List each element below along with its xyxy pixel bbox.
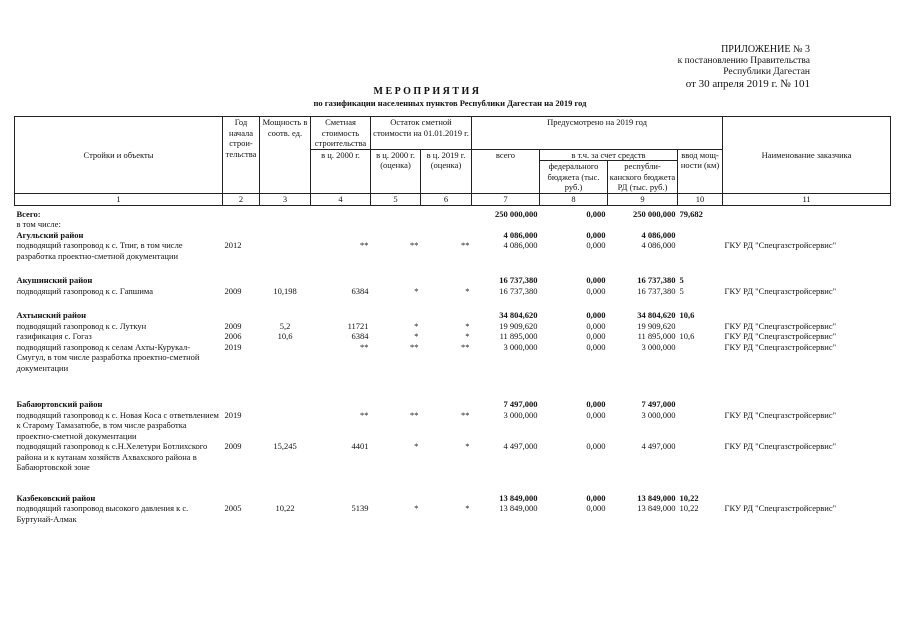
header-republic: республи-канского бюджета РД (тыс. руб.) <box>608 161 678 194</box>
appendix-line: к постановлению Правительства <box>677 55 810 66</box>
district-row <box>15 209 891 220</box>
title-main: МЕРОПРИЯТИЯ <box>373 86 482 97</box>
object-name: Агульский район <box>16 229 84 240</box>
customer-name: ГКУ РД "Спецгазстройсервис" <box>724 240 837 250</box>
customer-name <box>723 209 891 220</box>
estimated-cost <box>311 493 371 504</box>
customer-name <box>723 275 891 286</box>
column-number: 4 <box>311 193 371 205</box>
header-objects: Стройки и объекты <box>15 117 223 194</box>
customer-name: ГКУ РД "Спецгазстройсервис" <box>724 341 837 352</box>
header-planned: Предусмотрено на 2019 год <box>472 117 723 150</box>
column-number: 10 <box>678 193 723 205</box>
district-row <box>15 399 891 410</box>
start-year <box>223 275 260 286</box>
estimated-cost: 11721 <box>347 320 369 331</box>
federal-budget: 0,000 <box>586 399 606 409</box>
column-number: 8 <box>540 193 608 205</box>
header-rem-2019: в ц. 2019 г. (оценка) <box>421 149 472 193</box>
commissioning-km <box>678 410 723 442</box>
capacity <box>260 410 311 442</box>
capacity <box>260 240 311 261</box>
remainder-2019: ** <box>461 409 470 420</box>
republic-budget: 250 000,000 <box>633 208 676 219</box>
republic-budget: 7 497,000 <box>641 399 676 409</box>
customer-name: ГКУ РД "Спецгазстройсервис" <box>724 320 837 331</box>
federal-budget: 0,000 <box>586 409 606 420</box>
remainder-2000: * <box>414 331 419 341</box>
commissioning-km <box>678 219 723 230</box>
federal-budget: 0,000 <box>586 275 606 285</box>
spacer-cell <box>15 473 891 493</box>
capacity: 10,22 <box>275 503 295 513</box>
estimated-cost: 6384 <box>351 285 369 296</box>
commissioning-km: 10,22 <box>679 492 699 503</box>
table-row <box>15 441 891 473</box>
capacity: 15,245 <box>273 441 297 451</box>
estimated-cost: ** <box>360 409 369 420</box>
estimated-cost <box>311 219 371 230</box>
estimated-cost: ** <box>360 341 369 352</box>
remainder-2000 <box>371 310 421 321</box>
table-row <box>15 410 891 442</box>
federal-budget: 0,000 <box>586 285 606 296</box>
column-number: 1 <box>15 193 223 205</box>
object-name: подводящий газопровод к селам Ахты-Курукал- Смугул, в том числе разработка проектно-сметной документации <box>16 341 200 373</box>
object-name: Всего: <box>16 208 41 219</box>
republic-budget: 13 849,000 <box>637 492 676 503</box>
object-name: газификация с. Гогаз <box>16 331 92 341</box>
spacer-row <box>15 473 891 493</box>
start-year <box>223 399 260 410</box>
customer-name <box>723 219 891 230</box>
planned-total: 16 737,380 <box>499 275 538 285</box>
remainder-2019 <box>421 275 472 286</box>
republic-budget: 16 737,380 <box>637 275 676 285</box>
start-year <box>223 493 260 504</box>
estimated-cost: 6384 <box>351 331 369 341</box>
remainder-2000: * <box>414 320 419 331</box>
start-year <box>223 209 260 220</box>
object-name: Казбековский район <box>16 492 96 503</box>
column-number: 3 <box>260 193 311 205</box>
remainder-2000 <box>371 275 421 286</box>
customer-name <box>723 310 891 321</box>
republic-budget: 3 000,000 <box>641 341 676 352</box>
federal-budget: 0,000 <box>586 503 606 513</box>
appendix-title: ПРИЛОЖЕНИЕ № 3 <box>721 44 810 55</box>
start-year: 2009 <box>224 285 242 296</box>
district-row <box>15 230 891 241</box>
planned-total: 3 000,000 <box>503 409 538 420</box>
customer-name: ГКУ РД "Спецгазстройсервис" <box>724 409 837 420</box>
commissioning-km: 10,22 <box>679 503 699 513</box>
object-name: Ахтынский район <box>16 310 86 320</box>
republic-budget: 34 804,620 <box>637 310 676 320</box>
remainder-2019: ** <box>461 341 470 352</box>
remainder-2000: * <box>414 503 419 513</box>
remainder-2000: * <box>414 441 419 451</box>
federal-budget: 0,000 <box>586 441 606 451</box>
remainder-2019: * <box>465 320 470 331</box>
remainder-2000: ** <box>410 409 419 420</box>
planned-total: 7 497,000 <box>503 399 538 409</box>
federal-budget: 0,000 <box>586 310 606 320</box>
table-row <box>15 331 891 342</box>
commissioning-km <box>678 399 723 410</box>
table-row <box>15 321 891 332</box>
header-year-start: Год начала строи-тельства <box>223 117 260 194</box>
remainder-2019 <box>421 493 472 504</box>
object-name: Акушинский район <box>16 275 93 285</box>
planned-total: 250 000,000 <box>495 208 538 219</box>
estimated-cost: 5139 <box>351 503 369 513</box>
document-title <box>0 86 905 108</box>
appendix-block <box>678 44 810 90</box>
remainder-2000 <box>371 219 421 230</box>
start-year <box>223 219 260 230</box>
planned-total: 4 086,000 <box>503 229 538 240</box>
remainder-2019: * <box>465 441 470 451</box>
customer-name: ГКУ РД "Спецгазстройсервис" <box>724 441 837 451</box>
commissioning-km <box>678 441 723 473</box>
object-name: подводящий газопровод к с. Новая Коса с ответвлением к Старому Тамазатюбе, в том числе разработка проектно-сметной документации <box>16 409 219 441</box>
table-row <box>15 240 891 261</box>
republic-budget: 4 497,000 <box>641 441 676 451</box>
appendix-line: Республики Дагестан <box>723 67 810 77</box>
planned-total <box>472 219 540 230</box>
estimated-cost <box>311 310 371 321</box>
start-year: 2006 <box>224 331 242 341</box>
customer-name: ГКУ РД "Спецгазстройсервис" <box>724 285 837 296</box>
remainder-2000 <box>371 493 421 504</box>
remainder-2019 <box>421 209 472 220</box>
column-number: 11 <box>723 193 891 205</box>
capacity: 10,6 <box>277 331 293 341</box>
header-federal: федерального бюджета (тыс. руб.) <box>540 161 608 194</box>
spacer-row <box>15 261 891 275</box>
header-est-cost-sub: в ц. 2000 г. <box>311 149 371 193</box>
column-number: 6 <box>421 193 472 205</box>
remainder-2000 <box>371 399 421 410</box>
republic-budget: 19 909,620 <box>637 320 676 331</box>
planned-total: 4 497,000 <box>503 441 538 451</box>
spacer-cell <box>15 296 891 310</box>
table-row <box>15 219 891 230</box>
federal-budget: 0,000 <box>586 341 606 352</box>
header-remainder: Остаток сметной стоимости на 01.01.2019 г. <box>371 117 472 150</box>
commissioning-km <box>678 240 723 261</box>
title-sub: по газификации населенных пунктов Республики Дагестан на 2019 год <box>313 98 587 108</box>
spacer-row <box>15 296 891 310</box>
remainder-2000: ** <box>410 341 419 352</box>
planned-total: 4 086,000 <box>503 240 538 250</box>
remainder-2019 <box>421 399 472 410</box>
planned-total: 34 804,620 <box>499 310 538 320</box>
commissioning-km <box>678 230 723 241</box>
commissioning-km: 79,682 <box>679 208 703 219</box>
federal-budget: 0,000 <box>586 320 606 331</box>
start-year <box>223 230 260 241</box>
planned-total: 13 849,000 <box>499 503 538 513</box>
remainder-2019: * <box>465 331 470 341</box>
start-year: 2009 <box>224 441 242 451</box>
header-capacity: Мощность в соотв. ед. <box>260 117 311 194</box>
measures-table <box>14 116 891 524</box>
capacity <box>260 493 311 504</box>
remainder-2019 <box>421 230 472 241</box>
spacer-cell <box>15 373 891 399</box>
district-row <box>15 310 891 321</box>
table-row <box>15 286 891 297</box>
capacity <box>260 399 311 410</box>
header-rem-2000: в ц. 2000 г. (оценка) <box>371 149 421 193</box>
appendix-date: от 30 апреля 2019 г. № 101 <box>685 77 810 90</box>
planned-total: 3 000,000 <box>503 341 538 352</box>
spacer-row <box>15 373 891 399</box>
remainder-2019: * <box>465 503 470 513</box>
column-number: 7 <box>472 193 540 205</box>
estimated-cost <box>311 230 371 241</box>
customer-name: ГКУ РД "Спецгазстройсервис" <box>724 503 837 513</box>
commissioning-km: 5 <box>679 275 684 285</box>
republic-budget <box>608 219 678 230</box>
commissioning-km: 10,6 <box>679 331 695 341</box>
header-commissioning: ввод мощ-ности (км) <box>678 149 723 193</box>
customer-name <box>723 399 891 410</box>
customer-name: ГКУ РД "Спецгазстройсервис" <box>724 331 837 341</box>
table-row <box>15 503 891 524</box>
table-row <box>15 342 891 374</box>
object-name: подводящий газопровод к с. Луткун <box>16 320 147 331</box>
remainder-2000: * <box>414 285 419 296</box>
republic-budget: 4 086,000 <box>641 229 676 240</box>
customer-name <box>723 230 891 241</box>
commissioning-km: 10,6 <box>679 310 695 320</box>
planned-total: 19 909,620 <box>499 320 538 331</box>
capacity <box>260 219 311 230</box>
header-total: всего <box>472 149 540 193</box>
estimated-cost <box>311 209 371 220</box>
header-incl: в т.ч. за счет средств <box>540 149 678 161</box>
republic-budget: 4 086,000 <box>641 240 676 250</box>
start-year <box>223 310 260 321</box>
capacity <box>260 230 311 241</box>
remainder-2000 <box>371 209 421 220</box>
object-name: подводящий газопровод высокого давления к с. Буртунай-Алмак <box>16 503 189 524</box>
table-body <box>15 205 891 524</box>
capacity <box>260 310 311 321</box>
object-name: в том числе: <box>16 219 61 229</box>
remainder-2000 <box>371 230 421 241</box>
commissioning-km: 5 <box>679 285 684 296</box>
start-year: 2019 <box>224 341 242 352</box>
planned-total: 11 895,000 <box>499 331 538 341</box>
capacity <box>260 342 311 374</box>
object-name: подводящий газопровод к с.Н.Хелетури Ботлихского района и к кутанам хозяйств Ахвахского района в Бабаюртовской зоне <box>16 441 208 472</box>
estimated-cost: 4401 <box>351 441 369 451</box>
remainder-2000: ** <box>410 240 419 250</box>
estimated-cost: ** <box>360 240 369 250</box>
capacity <box>260 209 311 220</box>
customer-name <box>723 493 891 504</box>
district-row <box>15 275 891 286</box>
republic-budget: 16 737,380 <box>637 285 676 296</box>
republic-budget: 13 849,000 <box>637 503 676 513</box>
capacity <box>260 275 311 286</box>
federal-budget: 0,000 <box>586 208 606 219</box>
capacity: 5,2 <box>279 320 291 331</box>
commissioning-km <box>678 321 723 332</box>
commissioning-km <box>678 342 723 374</box>
start-year: 2009 <box>224 320 242 331</box>
federal-budget: 0,000 <box>586 331 606 341</box>
spacer-cell <box>15 261 891 275</box>
planned-total: 13 849,000 <box>499 492 538 503</box>
column-number: 5 <box>371 193 421 205</box>
estimated-cost <box>311 399 371 410</box>
district-row <box>15 493 891 504</box>
capacity: 10,198 <box>273 285 297 296</box>
federal-budget: 0,000 <box>586 492 606 503</box>
column-number: 9 <box>608 193 678 205</box>
republic-budget: 11 895,000 <box>637 331 676 341</box>
header-customer: Наименование заказчика <box>723 117 891 194</box>
start-year: 2005 <box>224 503 242 513</box>
remainder-2019: ** <box>461 240 470 250</box>
federal-budget: 0,000 <box>586 240 606 250</box>
federal-budget <box>540 219 608 230</box>
object-name: подводящий газопровод к с. Гапшима <box>16 285 153 296</box>
object-name: Бабаюртовский район <box>16 399 103 409</box>
header-est-cost: Сметная стоимость строительства <box>311 117 371 150</box>
remainder-2019 <box>421 310 472 321</box>
column-number: 2 <box>223 193 260 205</box>
start-year: 2019 <box>224 409 242 420</box>
start-year: 2012 <box>224 240 242 250</box>
estimated-cost <box>311 275 371 286</box>
federal-budget: 0,000 <box>586 229 606 240</box>
object-name: подводящий газопровод к с. Тпиг, в том числе разработка проектно-сметной документации <box>16 240 183 261</box>
remainder-2019 <box>421 219 472 230</box>
remainder-2019: * <box>465 285 470 296</box>
column-numbers-row <box>15 193 891 205</box>
planned-total: 16 737,380 <box>499 285 538 296</box>
republic-budget: 3 000,000 <box>641 409 676 420</box>
